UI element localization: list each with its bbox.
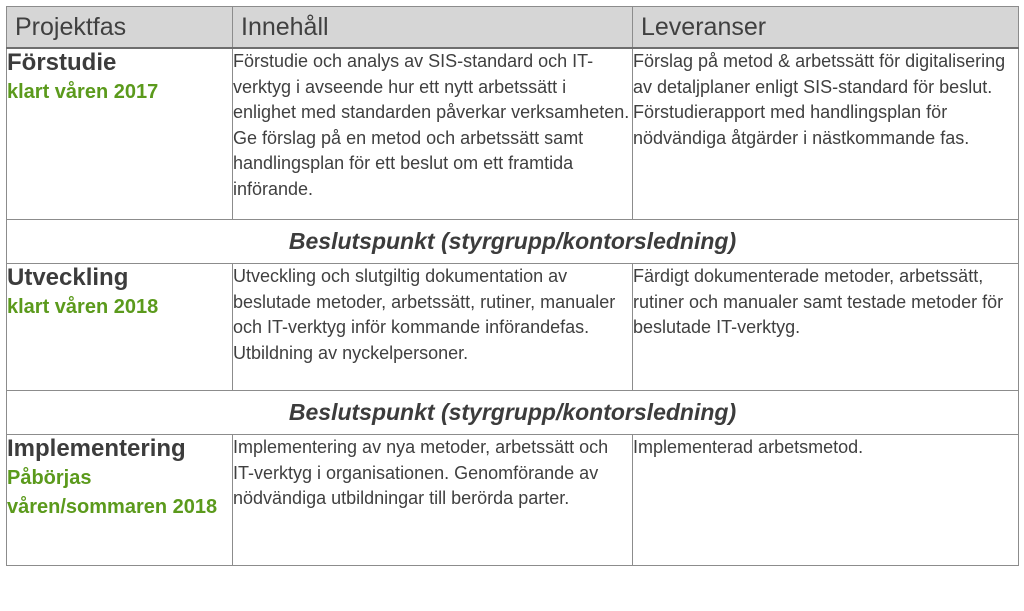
decision-point-label: Beslutspunkt (styrgrupp/kontorsledning) [7,220,1019,264]
phase-status: klart våren 2018 [7,296,159,318]
phase-name: Utveckling [7,264,129,291]
phase-deliverables: Förslag på metod & arbetssätt för digitalisering av detaljplaner enligt SIS-standard för beslut. Förstudierapport med handlingsplan för nödvändiga åtgärder i nästkommande fas. [633,48,1019,220]
phase-deliverables: Implementerad arbetsmetod. [633,435,1019,566]
phase-name: Förstudie [7,49,117,76]
decision-point-row [7,220,1019,264]
header-projektfas: Projektfas [7,7,233,49]
phase-cell [7,264,233,391]
phase-row-implementering [7,435,1019,566]
header-leveranser: Leveranser [633,7,1019,49]
project-phase-table [6,6,1019,566]
phase-status: Påbörjas våren/sommaren 2018 [7,467,218,518]
phase-cell [7,435,233,566]
phase-name: Implementering [7,435,186,462]
decision-point-row [7,391,1019,435]
header-innehall: Innehåll [233,7,633,49]
phase-status: klart våren 2017 [7,81,159,103]
phase-cell [7,48,233,220]
phase-deliverables: Färdigt dokumenterade metoder, arbetssätt, rutiner och manualer samt testade metoder för beslutade IT-verktyg. [633,264,1019,391]
phase-content: Förstudie och analys av SIS-standard och IT-verktyg i avseende hur ett nytt arbetssätt i enlighet med standarden påverkar verksamheten. Ge förslag på en metod och arbetssätt samt handlingsplan för ett beslut om ett framtida införande. [233,48,633,220]
decision-point-label: Beslutspunkt (styrgrupp/kontorsledning) [7,391,1019,435]
phase-row-utveckling [7,264,1019,391]
phase-content: Implementering av nya metoder, arbetssätt och IT-verktyg i organisationen. Genomförande av nödvändiga utbildningar till berörda parter. [233,435,633,566]
table-header-row [7,7,1019,49]
phase-row-forstudie [7,48,1019,220]
phase-content: Utveckling och slutgiltig dokumentation av beslutade metoder, arbetssätt, rutiner, manualer och IT-verktyg inför kommande införandefas. Utbildning av nyckelpersoner. [233,264,633,391]
